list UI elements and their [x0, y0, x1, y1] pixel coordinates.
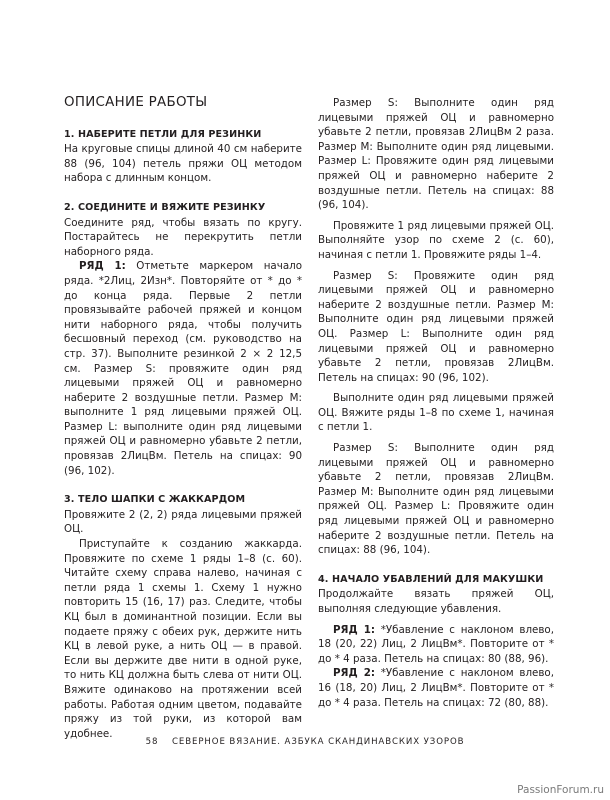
paragraph: На круговые спицы длиной 40 см наберите 88 (96, 104) петель пряжи ОЦ методом набора с длинным концом. — [64, 143, 302, 185]
row-label: РЯД 1: — [79, 260, 126, 273]
row-text: Отметьте маркером начало ряда. *2Лиц, 2Изн*. Повторяйте от * до * до конца ряда. Первые 2 петли провязывайте рабочей пряжей и концом нити наборного ряда, чтобы получить бесшовный переход (см. руководство на стр. 37). Выполните резинкой 2 × 2 12,5 см. Размер S: провяжите один ряд лицевыми пряжей ОЦ и равномерно наберите 2 воздушные петли. Размер M: выполните 1 ряд лицевыми пряжей ОЦ. Размер L: выполните один ряд лицевыми пряжей ОЦ и равномерно убавьте 2 петли, провязав 2ЛицВм. Петель на спицах: 90 (96, 102). — [64, 260, 303, 477]
section-heading: 3. ТЕЛО ШАПКИ С ЖАККАРДОМ — [64, 494, 246, 506]
paragraph: Соедините ряд, чтобы вязать по кругу. Постарайтесь не перекрутить петли наборного ряда. — [64, 216, 302, 258]
paragraph: Размер S: Выполните один ряд лицевыми пряжей ОЦ и равномерно убавьте 2 петли, провязав 2ЛицВм 2 раза. Размер M: Выполните один ряд лицевыми. Размер L: Провяжите один ряд лицевыми пряжей ОЦ и равномерно наберите 2 воздушные петли. Петель на спицах: 88 (96, 104). — [318, 97, 554, 212]
section-ribbing — [64, 201, 302, 478]
paragraph: Размер S: Выполните один ряд лицевыми пряжей ОЦ и равномерно убавьте 2 петли, провязав 2ЛицВм. Размер M: Выполните один ряд лицевыми пряжей ОЦ. Размер L: Провяжите один ряд лицевыми пряжей ОЦ и равномерно наберите 2 воздушные петли. Петель на спицах: 88 (96, 104). — [318, 442, 554, 557]
watermark: PassionForum.ru — [517, 784, 604, 796]
right-column — [318, 96, 554, 725]
row-instruction — [64, 259, 302, 478]
paragraph: Размер S: Провяжите один ряд лицевыми пряжей ОЦ и равномерно наберите 2 воздушные петли. Размер M: Выполните один ряд лицевыми пряжей ОЦ. Размер L: Выполните один ряд лицевыми пряжей ОЦ и равномерно убавьте 2 петли, провязав 2ЛицВм. Петель на спицах: 90 (96, 102). — [318, 269, 554, 384]
row-label: РЯД 1: — [333, 623, 375, 636]
section-heading: 2. СОЕДИНИТЕ И ВЯЖИТЕ РЕЗИНКУ — [64, 201, 266, 213]
paragraph: Приступайте к созданию жаккарда. Провяжите по схеме 1 ряды 1–8 (с. 60). Читайте схему справа налево, начиная с петли ряда 1 схемы 1. Схему 1 нужно повторить 15 (16, 17) раз. Следите, чтобы КЦ был в доминантной позиции. Если вы подаете пряжу с обеих рук, держите нить КЦ в левой руке, а нить ОЦ — в правой. Если вы держите две нити в одной руке, то нить КЦ должна быть слева от нити ОЦ. Вяжите одинаково на протяжении всей работы. Работая одним цветом, подавайте пряжу из той руки, из которой вам удобнее. — [64, 538, 302, 740]
page-footer — [0, 737, 610, 747]
section-heading: 4. НАЧАЛО УБАВЛЕНИЙ ДЛЯ МАКУШКИ — [318, 573, 544, 585]
section-cast-on — [64, 128, 302, 186]
row-text: *Убавление с наклоном влево, 16 (18, 20) Лиц, 2 ЛицВм*. Повторите от * до * 4 раза. Петель на спицах: 72 (80, 88). — [318, 667, 554, 709]
section-crown-decreases — [318, 573, 554, 710]
page-number: 58 — [145, 737, 159, 747]
paragraph: Провяжите 2 (2, 2) ряда лицевыми пряжей ОЦ. — [64, 508, 302, 536]
row-instruction — [318, 623, 554, 667]
paragraph: Продолжайте вязать пряжей ОЦ, выполняя следующие убавления. — [318, 588, 554, 615]
row-label: РЯД 2: — [333, 667, 375, 680]
section-heading: 1. НАБЕРИТЕ ПЕТЛИ ДЛЯ РЕЗИНКИ — [64, 128, 262, 140]
row-text: *Убавление с наклоном влево, 18 (20, 22) Лиц, 2 ЛицВм*. Повторите от * до * 4 раза. Петель на спицах: 80 (88, 96). — [318, 623, 554, 665]
paragraph: Выполните один ряд лицевыми пряжей ОЦ. Вяжите ряды 1–8 по схеме 1, начиная с петли 1. — [318, 392, 554, 434]
section-body-jacquard — [64, 493, 302, 741]
book-title: СЕВЕРНОЕ ВЯЗАНИЕ. АЗБУКА СКАНДИНАВСКИХ УЗОРОВ — [171, 737, 465, 747]
paragraph: Провяжите 1 ряд лицевыми пряжей ОЦ. Выполняйте узор по схеме 2 (с. 60), начиная с петли 1. Провяжите ряды 1–4. — [318, 219, 554, 261]
left-column — [64, 96, 302, 756]
page-title: ОПИСАНИЕ РАБОТЫ — [64, 95, 208, 110]
row-instruction — [318, 666, 554, 710]
